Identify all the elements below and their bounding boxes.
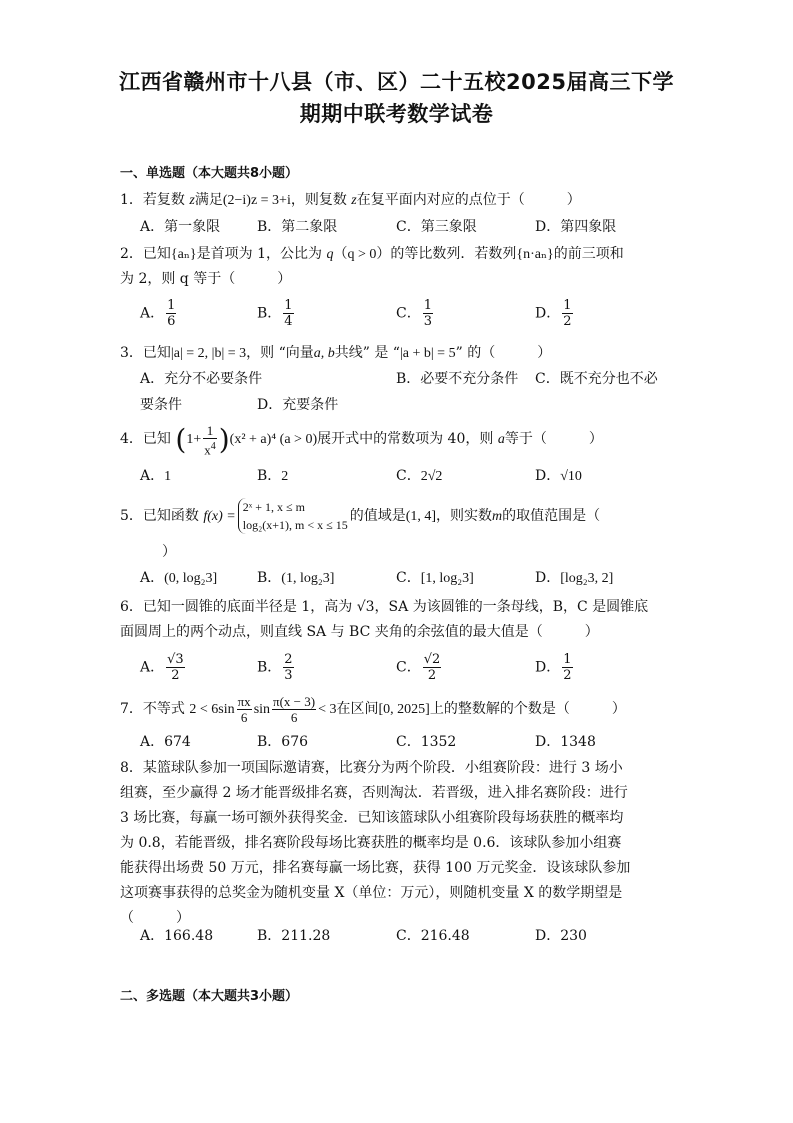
piece-case-2: log₂(x+1), m < x ≤ 15 <box>242 518 348 532</box>
title-line-2: 期期中联考数学试卷 <box>299 102 494 126</box>
option-b: B．2 <box>257 468 289 484</box>
question-6 <box>120 595 680 645</box>
option-d: D．1348 <box>535 734 596 750</box>
question-text: 组赛，至少赢得 2 场才能晋级排名赛，否则淘汰．若晋级，进入排名赛阶段：进行 <box>120 785 628 801</box>
math-function: f(x) = <box>203 509 236 524</box>
question-text: 已知函数 <box>142 508 199 524</box>
question-text: 为 2，则 q 等于（ ） <box>120 271 292 287</box>
option-a: A．1 <box>140 468 172 484</box>
option-d: D．[log₂3, 2] <box>535 570 614 586</box>
option-b: B．676 <box>257 734 309 750</box>
question-number: 7． <box>120 701 143 717</box>
math-var: z <box>351 193 357 208</box>
question-text: 满足 <box>194 192 223 208</box>
question-number: 1． <box>120 192 143 208</box>
question-text: 已知一圆锥的底面半径是 1，高为 √3，SA 为该圆锥的一条母线，B，C 是圆锥底 <box>142 599 649 615</box>
question-text: 在复平面内对应的点位于（ ） <box>356 192 581 208</box>
question-number: 8． <box>120 760 143 776</box>
option-d: D．230 <box>535 928 587 944</box>
section-heading-single-choice: 一、单选题（本大题共8小题） <box>120 166 299 181</box>
option-a: A．第一象限 <box>140 219 221 235</box>
math-expression: (x² + a)⁴ (a > 0) <box>229 432 318 447</box>
question-number: 6． <box>120 599 143 615</box>
option-b: B．必要不充分条件 <box>396 371 519 387</box>
question-text: ，则 “向量 <box>246 345 314 361</box>
option-a: A． $\frac{1}{6}$ <box>140 298 176 329</box>
question-text: 的前三项和 <box>553 246 624 262</box>
question-text: 3 场比赛，每赢一场可额外获得奖金．已知该篮球队小组赛阶段每场获胜的概率均 <box>120 810 624 826</box>
math-inequality: 2 < 6sin $\frac{\pi x}{6}$ sin $\frac{\pi(x - 3)}{6}$ < 3 <box>189 694 337 726</box>
question-text: 在区间 <box>336 701 379 717</box>
question-2 <box>120 242 680 292</box>
question-8 <box>120 756 680 931</box>
question-text: 为 0.8，若能晋级，排名赛阶段每场比赛获胜的概率均是 0.6．该球队参加小组赛 <box>120 835 622 851</box>
math-interval: [0, 2025] <box>378 702 430 717</box>
option-c: C．2√2 <box>396 468 443 484</box>
question-text: 若复数 <box>142 192 185 208</box>
math-vectors: a, b <box>313 346 335 361</box>
option-d: D．充要条件 <box>257 397 339 413</box>
question-text: ，则复数 <box>290 192 347 208</box>
question-4 <box>120 422 680 457</box>
math-binomial-factor: (1+ $\frac{1}{x^4}$ ) <box>175 422 230 457</box>
option-a: A．166.48 <box>140 928 214 944</box>
math-range: (1, 4] <box>405 509 437 524</box>
option-b: B．(1, log₂3] <box>257 570 335 586</box>
option-d: D． $\frac{1}{2}$ <box>535 298 572 329</box>
question-text: 的等比数列．若数列 <box>390 246 517 262</box>
option-d: D． $\frac{1}{2}$ <box>535 652 572 683</box>
question-text: 不等式 <box>142 701 185 717</box>
math-sequence: {n·aₙ} <box>516 247 554 262</box>
math-vector-norms: |a| = 2, |b| = 3 <box>170 346 247 361</box>
option-c-continued: 要条件 <box>140 397 182 413</box>
option-b: B． $\frac{1}{4}$ <box>257 298 293 329</box>
option-a: A．(0, log₂3] <box>140 570 218 586</box>
question-text: 面圆周上的两个动点，则直线 SA 与 BC 夹角的余弦值的最大值是（ ） <box>120 624 599 640</box>
question-text: 的值域是 <box>349 508 406 524</box>
question-number: 4． <box>120 431 143 447</box>
option-c: C．第三象限 <box>396 219 477 235</box>
question-text: 的取值范围是（ <box>502 508 601 524</box>
math-vector-sum: |a + b| = 5 <box>399 346 456 361</box>
option-a: A．674 <box>140 734 191 750</box>
question-text: （ ） <box>120 910 190 926</box>
question-text: ” 的（ ） <box>455 345 552 361</box>
option-b: B． $\frac{2}{3}$ <box>257 652 293 683</box>
option-c: C．既不充分也不必 <box>535 371 658 387</box>
option-b: B．211.28 <box>257 928 331 944</box>
math-var: m <box>492 509 503 524</box>
question-text: 已知 <box>142 345 171 361</box>
question-text: 等于（ ） <box>504 431 603 447</box>
question-text: 展开式中的常数项为 40，则 <box>317 431 494 447</box>
math-condition: （q > 0） <box>333 247 391 262</box>
option-c: C．216.48 <box>396 928 470 944</box>
question-text: 是首项为 1，公比为 <box>196 246 322 262</box>
question-text: 能获得出场费 50 万元，排名赛每赢一场比赛，获得 100 万元奖金．设该球队参加 <box>120 860 631 876</box>
question-7 <box>120 692 680 727</box>
question-1 <box>120 188 680 213</box>
question-text: ，则实数 <box>436 508 493 524</box>
math-var: a <box>497 432 505 447</box>
question-text: 已知 <box>142 431 171 447</box>
question-3-options <box>140 368 680 412</box>
question-text: 上的整数解的个数是（ ） <box>429 701 626 717</box>
question-text: 共线” 是 “ <box>334 345 400 361</box>
page-title <box>100 66 693 130</box>
piece-case-1: 2ˣ + 1, x ≤ m <box>242 500 305 514</box>
math-equation: (2−i)z = 3+i <box>222 193 291 208</box>
option-a: A． $\frac{√3}{2}$ <box>140 652 184 683</box>
section-heading-multiple-choice: 二、多选题（本大题共3小题） <box>120 989 299 1004</box>
question-5-close-paren: ） <box>162 544 176 560</box>
question-number: 5． <box>120 508 143 524</box>
option-c: C． $\frac{1}{3}$ <box>396 298 432 329</box>
math-sequence: {aₙ} <box>170 247 197 262</box>
question-3 <box>120 341 680 366</box>
question-text: 这项赛事获得的总奖金为随机变量 X（单位：万元），则随机变量 X 的数学期望是 <box>120 885 623 901</box>
option-d: D．第四象限 <box>535 219 617 235</box>
math-piecewise <box>238 498 348 534</box>
math-var: q <box>326 247 334 262</box>
option-c: C．1352 <box>396 734 457 750</box>
math-var: z <box>189 193 195 208</box>
question-text: 某篮球队参加一项国际邀请赛，比赛分为两个阶段．小组赛阶段：进行 3 场小 <box>142 760 623 776</box>
option-a: A．充分不必要条件 <box>140 371 263 387</box>
question-5 <box>120 496 680 537</box>
question-number: 3． <box>120 345 143 361</box>
question-text: 已知 <box>142 246 171 262</box>
title-line-1: 江西省赣州市十八县（市、区）二十五校2025届高三下学 <box>119 70 674 94</box>
option-d: D．√10 <box>535 468 582 484</box>
question-number: 2． <box>120 246 143 262</box>
option-c: C．[1, log₂3] <box>396 570 474 586</box>
option-c: C． $\frac{√2}{2}$ <box>396 652 441 683</box>
option-b: B．第二象限 <box>257 219 338 235</box>
